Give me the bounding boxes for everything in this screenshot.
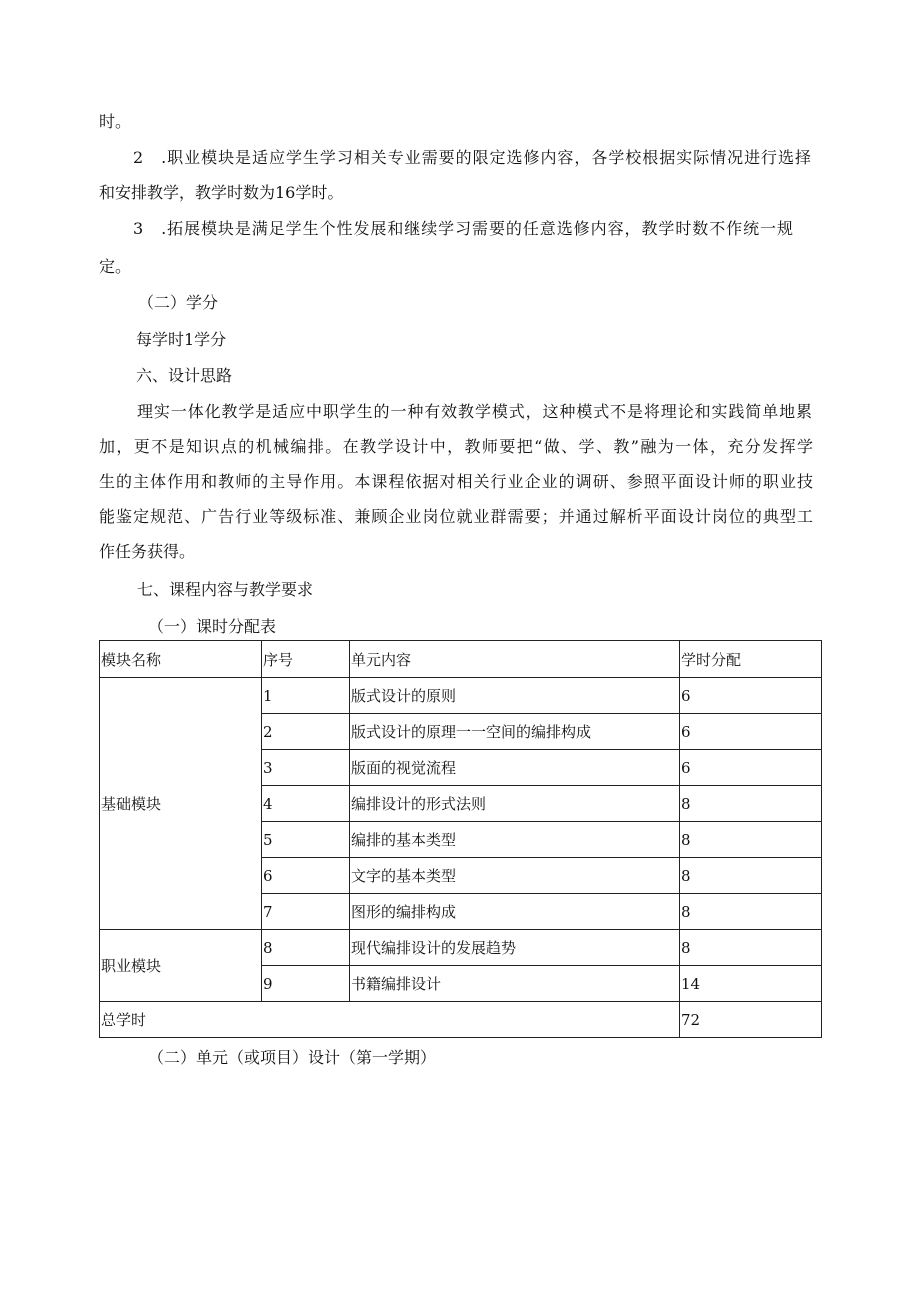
table-total-row [100,1002,822,1038]
row-content: 版式设计的原则 [350,678,680,714]
row-content: 现代编排设计的发展趋势 [350,930,680,966]
row-content: 版式设计的原理一一空间的编排构成 [350,714,680,750]
design-paragraph-line-3: 生的主体作用和教师的主导作用。本课程依据对相关行业企业的调研、参照平面设计师的职业技 [99,472,813,491]
table-header-row [100,641,822,678]
row-content: 版面的视觉流程 [350,750,680,786]
section-6-heading: 六、设计思路 [136,366,233,385]
module-basic: 基础模块 [100,678,262,930]
row-no: 2 [262,714,350,750]
paragraph-extension-module-line-2: 定。 [99,257,132,276]
row-content: 书籍编排设计 [350,966,680,1002]
row-no: 1 [262,678,350,714]
paragraph-tail: 时。 [99,112,132,131]
total-hours: 72 [680,1002,822,1038]
design-paragraph-line-4: 能鉴定规范、广告行业等级标准、兼顾企业岗位就业群需要；并通过解析平面设计岗位的典型工 [99,507,813,526]
row-hours: 8 [680,858,822,894]
row-hours: 6 [680,678,822,714]
row-content: 编排设计的形式法则 [350,786,680,822]
credit-text: 每学时1学分 [136,330,227,349]
table-row [100,930,822,966]
row-hours: 8 [680,894,822,930]
paragraph-career-module-line-2: 和安排教学，教学时数为16学时。 [99,183,344,202]
row-no: 8 [262,930,350,966]
row-hours: 8 [680,786,822,822]
section-7-heading: 七、课程内容与教学要求 [137,580,314,599]
row-content: 编排的基本类型 [350,822,680,858]
row-no: 3 [262,750,350,786]
design-paragraph-line-5: 作任务获得。 [99,542,196,561]
row-no: 6 [262,858,350,894]
header-sequence: 序号 [262,641,350,678]
design-paragraph-line-1: 理实一体化教学是适应中职学生的一种有效教学模式，这种模式不是将理论和实践简单地累 [137,402,812,421]
paragraph-extension-module-line-1: 3 .拓展模块是满足学生个性发展和继续学习需要的任意选修内容，教学时数不作统一规 [133,219,793,238]
unit-design-heading: （二）单元（或项目）设计（第一学期） [148,1048,437,1067]
row-hours: 6 [680,750,822,786]
total-label: 总学时 [100,1002,680,1038]
header-module-name: 模块名称 [100,641,262,678]
row-content: 图形的编排构成 [350,894,680,930]
table-row [100,678,822,714]
header-unit-content: 单元内容 [350,641,680,678]
paragraph-career-module-line-1: 2 .职业模块是适应学生学习相关专业需要的限定选修内容，各学校根据实际情况进行选择 [133,148,811,167]
hours-allocation-table [99,640,822,1038]
row-no: 7 [262,894,350,930]
table-title: （一）课时分配表 [148,617,277,636]
module-career: 职业模块 [100,930,262,1002]
row-hours: 8 [680,930,822,966]
row-hours: 6 [680,714,822,750]
header-hours: 学时分配 [680,641,822,678]
row-hours: 8 [680,822,822,858]
row-no: 5 [262,822,350,858]
design-paragraph-line-2: 加，更不是知识点的机械编排。在教学设计中，教师要把“做、学、教”融为一体，充分发挥学 [99,437,813,456]
credit-heading: （二）学分 [138,293,219,312]
row-no: 4 [262,786,350,822]
row-no: 9 [262,966,350,1002]
row-content: 文字的基本类型 [350,858,680,894]
row-hours: 14 [680,966,822,1002]
